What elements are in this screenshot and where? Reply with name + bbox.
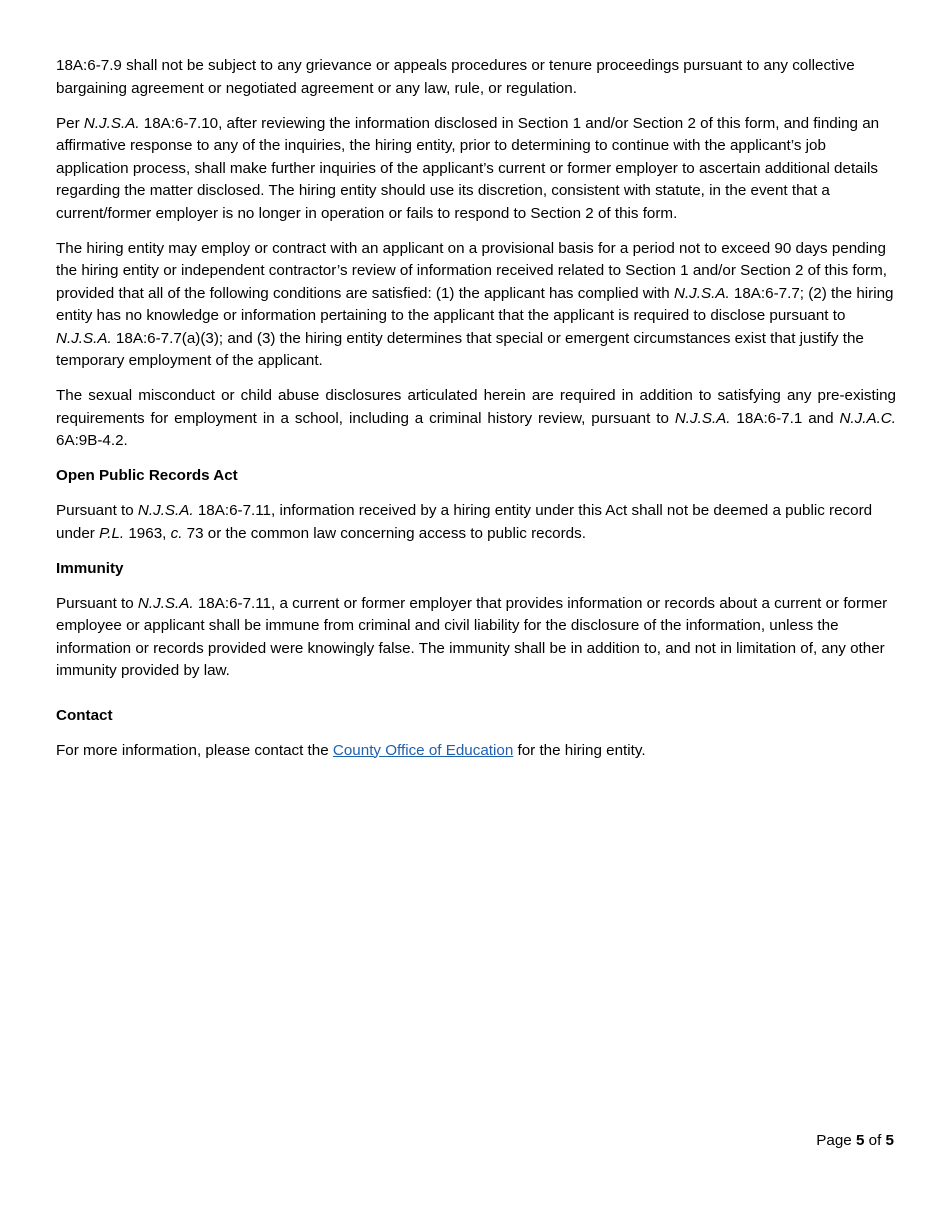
total-page-number: 5 [885,1132,894,1149]
text-run: for the hiring entity. [513,741,646,759]
citation: P.L. [99,524,125,542]
paragraph-contact [56,740,896,763]
page-number [816,1130,894,1152]
text-run: 18A:6-7.11, information received by a hiring entity under this Act shall not be deemed a public record under [56,502,873,542]
paragraph-immunity [56,593,896,683]
paragraph-open-public-records [56,500,896,545]
text-run: 18A:6-7.7(a)(3); and (3) the hiring entity determines that special or emergent circumstances exist that justify the temporary employment of the applicant. [56,329,864,369]
paragraph-disclosures [56,385,896,453]
citation: N.J.S.A. [674,409,731,427]
text-run: 1963, [124,524,171,542]
citation: N.J.S.A. [56,329,112,347]
heading-immunity: Immunity [56,559,124,577]
text-run: Pursuant to [56,594,138,612]
citation: N.J.S.A. [137,502,194,519]
text-run: Pursuant to [56,502,138,519]
citation: N.J.A.C. [839,409,896,427]
paragraph-grievance: 18A:6-7.9 shall not be subject to any grievance or appeals procedures or tenure proceedings pursuant to any collective bargaining agreement or negotiated agreement or any law, rule, or regulation. [56,57,855,97]
county-office-of-education-link[interactable]: County Office of Education [332,741,514,759]
paragraph-provisional-basis [56,238,896,373]
current-page-number: 5 [855,1132,865,1149]
text-run: 18A:6-7.1 and [730,409,840,427]
text-run: 18A:6-7.7; (2) the hiring entity has no knowledge or information pertaining to the applicant that the applicant is required to disclose pursuant to [56,284,894,324]
document-body [56,55,896,775]
text-run: For more information, please contact the [56,741,333,759]
page-of-label: of [864,1132,886,1149]
text-run: 18A:6-7.10, after reviewing the information disclosed in Section 1 and/or Section 2 of this form, and finding an affirmative response to any of the inquiries, the hiring entity, prior to determining to continue with the applicant’s job application process, shall make further inquiries of the applicant’s current or former employer to ascertain additional details regarding the matter disclosed. The hiring entity should use its discretion, consistent with statute, in the event that a current/former employer is no longer in operation or fails to respond to Section 2 of this form. [56,114,880,222]
citation: c. [170,524,183,542]
heading-contact: Contact [56,706,113,724]
text-run: The sexual misconduct or child abuse disclosures articulated herein are required in addition to satisfying any pre-existing requirements for employment in a school, including a criminal history review, pursuant to [56,387,896,427]
citation: N.J.S.A. [83,114,140,132]
citation: N.J.S.A. [137,594,194,612]
text-run: 73 or the common law concerning access to public records. [182,524,586,542]
text-run: Per [56,114,84,132]
text-run: 6A:9B-4.2. [56,432,128,449]
text-run: The hiring entity may employ or contract with an applicant on a provisional basis for a period not to exceed 90 days pending the hiring entity or independent contractor’s review of information received related to Section 1 and/or Section 2 of this form, provided that all of the following conditions are satisfied: (1) the applicant has complied with [56,239,887,302]
text-run: 18A:6-7.11, a current or former employer that provides information or records about a current or former employee or applicant shall be immune from criminal and civil liability for the disclosure of the information, unless the information or records provided were knowingly false. The immunity shall be in addition to, and not in limitation of, any other immunity provided by law. [56,594,888,679]
paragraph-further-inquiries [56,113,896,226]
heading-open-public-records-act: Open Public Records Act [56,467,238,484]
page-label: Page [816,1132,856,1149]
citation: N.J.S.A. [673,284,730,302]
